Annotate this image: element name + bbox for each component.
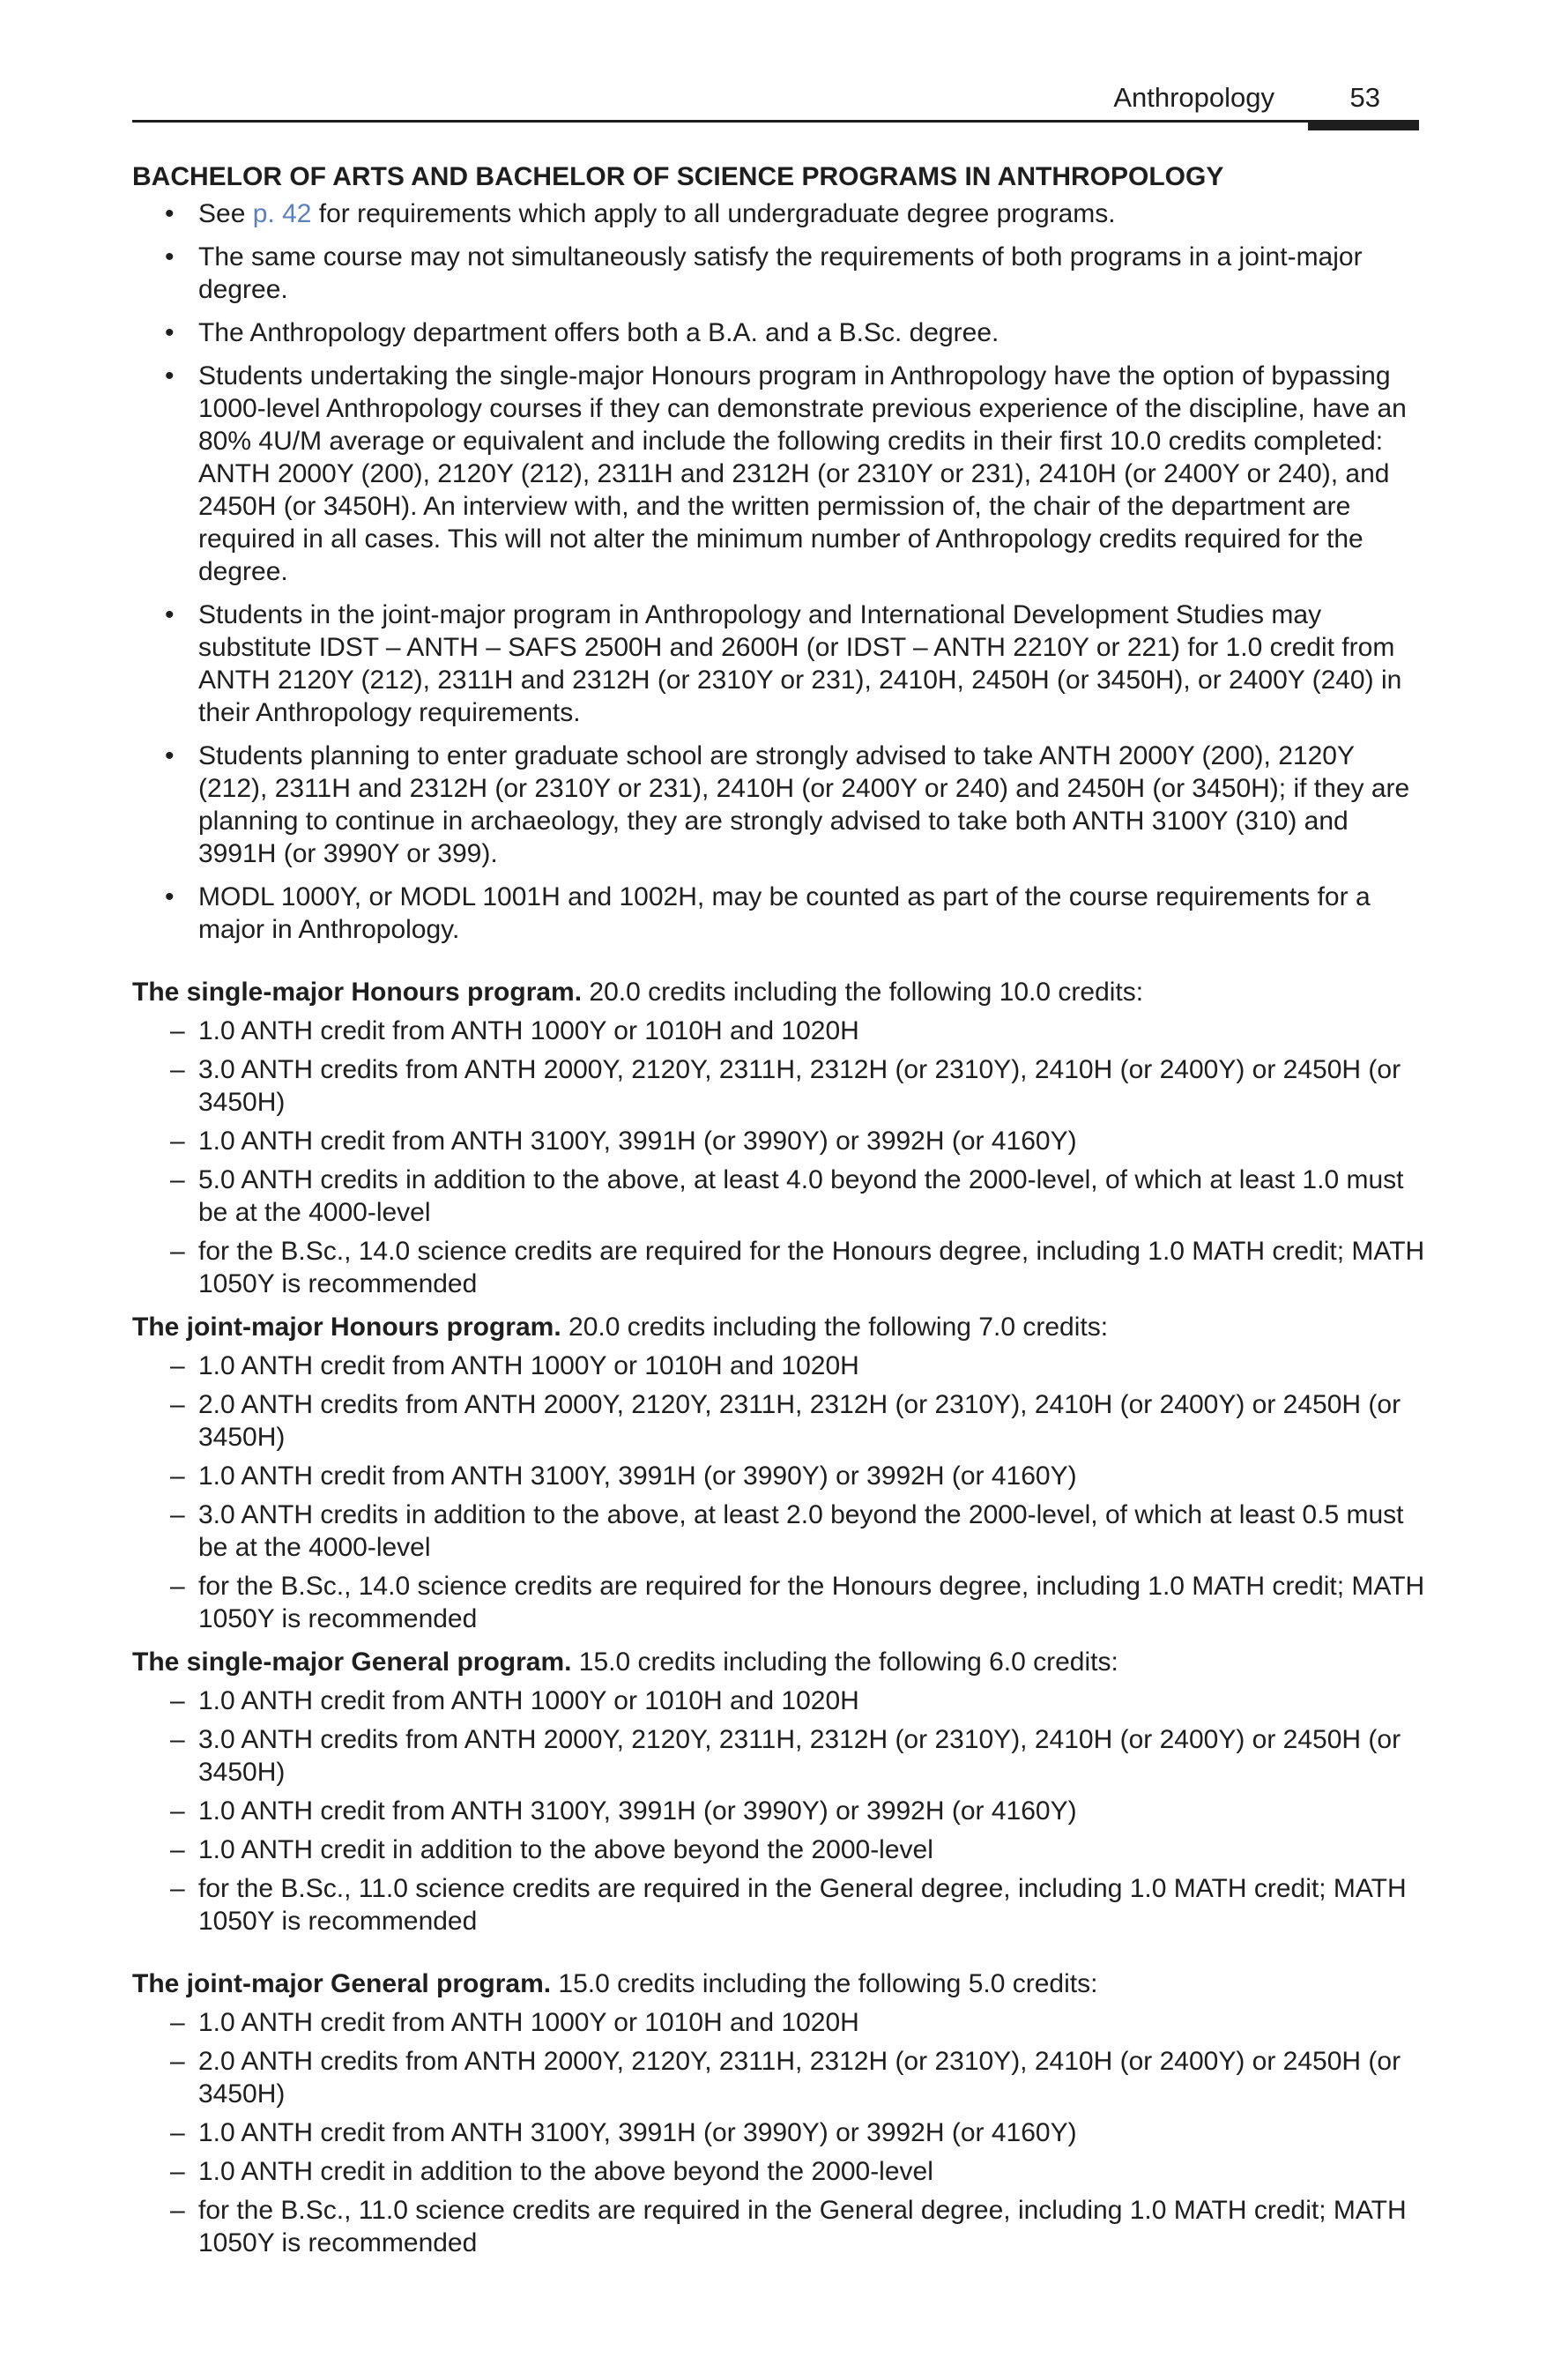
list-item-text: 1.0 ANTH credit from ANTH 3100Y, 3991H (or 3990Y) or 3992H (or 4160Y)	[198, 1127, 1077, 1156]
dash-mark: –	[170, 2008, 185, 2037]
general-requirements-list	[132, 197, 1428, 946]
program-title: The joint-major General program.	[132, 1969, 552, 1998]
list-item	[132, 1235, 1428, 1300]
list-item-text: 1.0 ANTH credit in addition to the above beyond the 2000-level	[198, 2157, 933, 2186]
list-item-text: for the B.Sc., 11.0 science credits are required in the General degree, including 1.0 MATH credit; MATH 1050Y is recommended	[198, 2196, 1407, 2257]
bullet-mark: •	[165, 882, 175, 911]
page-header	[132, 81, 1419, 134]
list-item-text: 1.0 ANTH credit from ANTH 1000Y or 1010H and 1020H	[198, 1351, 859, 1380]
list-item	[132, 2006, 1428, 2039]
list-item-text: for the B.Sc., 11.0 science credits are required in the General degree, including 1.0 MATH credit; MATH 1050Y is recommended	[198, 1874, 1407, 1936]
list-item	[132, 1388, 1428, 1454]
list-item	[132, 881, 1428, 946]
program-requirements-list	[132, 1015, 1428, 1300]
list-item-text: for the B.Sc., 14.0 science credits are required for the Honours degree, including 1.0 MATH credit; MATH 1050Y is recommended	[198, 1572, 1425, 1633]
list-item	[132, 1350, 1428, 1382]
list-item	[132, 360, 1428, 588]
program-heading	[132, 1967, 1428, 2000]
list-item	[132, 1460, 1428, 1492]
list-item	[132, 1872, 1428, 1937]
dash-mark: –	[170, 1390, 185, 1419]
list-item-text: Students in the joint-major program in Anthropology and International Development Studies may substitute IDST – ANTH – SAFS 2500H and 2600H (or IDST – ANTH 2210Y or 221) for 1.0 credit from ANTH 2120Y (212), 2311H and 2312H (or 2310Y or 231), 2410H, 2450H (or 3450H), or 2400Y (240) in their Anthropology requirements.	[198, 600, 1402, 727]
dash-mark: –	[170, 2118, 185, 2147]
list-item-text: for the B.Sc., 14.0 science credits are required for the Honours degree, including 1.0 MATH credit; MATH 1050Y is recommended	[198, 1237, 1425, 1298]
list-item	[132, 1570, 1428, 1635]
list-item-text: 3.0 ANTH credits in addition to the above, at least 2.0 beyond the 2000-level, of which at least 0.5 must be at the 4000-level	[198, 1500, 1404, 1562]
list-item	[132, 1015, 1428, 1047]
list-item-text: 1.0 ANTH credit from ANTH 1000Y or 1010H and 1020H	[198, 1016, 859, 1045]
list-item	[132, 1053, 1428, 1119]
dash-mark: –	[170, 1461, 185, 1491]
list-item	[132, 316, 1428, 349]
page-reference-link[interactable]: p. 42	[252, 199, 312, 228]
bullet-mark: •	[165, 242, 175, 271]
dash-mark: –	[170, 1725, 185, 1754]
page-number: 53	[1349, 82, 1380, 113]
header-rule	[132, 120, 1419, 123]
list-item	[132, 1723, 1428, 1789]
dash-mark: –	[170, 1572, 185, 1601]
dash-mark: –	[170, 1127, 185, 1156]
dash-mark: –	[170, 1016, 185, 1045]
list-item-text: Students planning to enter graduate school are strongly advised to take ANTH 2000Y (200), 2120Y (212), 2311H and 2312H (or 2310Y or 231), 2410H (or 2400Y or 240) and 2450H (or 3450H); if they are planning to continue in archaeology, they are strongly advised to take both ANTH 3100Y (310) and 3991H (or 3990Y or 399).	[198, 741, 1410, 868]
dash-mark: –	[170, 1237, 185, 1266]
bullet-mark: •	[165, 741, 175, 770]
program-heading	[132, 1311, 1428, 1343]
program-intro: 15.0 credits including the following 6.0 credits:	[571, 1647, 1118, 1677]
dash-mark: –	[170, 1835, 185, 1864]
list-item	[132, 1164, 1428, 1229]
dash-mark: –	[170, 1796, 185, 1826]
dash-mark: –	[170, 1055, 185, 1084]
page-content	[132, 160, 1428, 2265]
bullet-mark: •	[165, 199, 175, 228]
dash-mark: –	[170, 2047, 185, 2076]
program-intro: 15.0 credits including the following 5.0 credits:	[551, 1969, 1098, 1998]
list-item	[132, 1685, 1428, 1717]
list-item-text: 2.0 ANTH credits from ANTH 2000Y, 2120Y, 2311H, 2312H (or 2310Y), 2410H (or 2400Y) or 2450H (or 3450H)	[198, 2047, 1401, 2109]
list-item-text: 5.0 ANTH credits in addition to the above, at least 4.0 beyond the 2000-level, of which at least 1.0 must be at the 4000-level	[198, 1165, 1404, 1227]
list-item-text: 2.0 ANTH credits from ANTH 2000Y, 2120Y, 2311H, 2312H (or 2310Y), 2410H (or 2400Y) or 2450H (or 3450H)	[198, 1390, 1401, 1452]
list-item	[132, 1125, 1428, 1157]
running-head-title: Anthropology	[1113, 82, 1274, 113]
section-heading: BACHELOR OF ARTS AND BACHELOR OF SCIENCE PROGRAMS IN ANTHROPOLOGY	[132, 162, 1224, 191]
list-item-text: 3.0 ANTH credits from ANTH 2000Y, 2120Y, 2311H, 2312H (or 2310Y), 2410H (or 2400Y) or 2450H (or 3450H)	[198, 1725, 1401, 1787]
program-requirements-list	[132, 2006, 1428, 2259]
list-item-text: 1.0 ANTH credit from ANTH 1000Y or 1010H and 1020H	[198, 1686, 859, 1715]
list-item-text-prefix: See	[198, 199, 253, 228]
list-item-text: 1.0 ANTH credit from ANTH 3100Y, 3991H (or 3990Y) or 3992H (or 4160Y)	[198, 1461, 1077, 1491]
dash-mark: –	[170, 1351, 185, 1380]
list-item-text: MODL 1000Y, or MODL 1001H and 1002H, may be counted as part of the course requirements for a major in Anthropology.	[198, 882, 1371, 944]
list-item-text: 1.0 ANTH credit from ANTH 3100Y, 3991H (or 3990Y) or 3992H (or 4160Y)	[198, 2118, 1077, 2147]
program-intro: 20.0 credits including the following 10.0 credits:	[582, 978, 1144, 1007]
dash-mark: –	[170, 2157, 185, 2186]
dash-mark: –	[170, 1165, 185, 1194]
list-item-text: Students undertaking the single-major Honours program in Anthropology have the option of bypassing 1000-level Anthropology courses if they can demonstrate previous experience of the discipline, have an 80% 4U/M average or equivalent and include the following credits in their first 10.0 credits completed: ANTH 2000Y (200), 2120Y (212), 2311H and 2312H (or 2310Y or 231), 2410H (or 2400Y or 240), and 2450H (or 3450H). An interview with, and the written permission of, the chair of the department are required in all cases. This will not alter the minimum number of Anthropology credits required for the degree.	[198, 361, 1407, 586]
list-item	[132, 599, 1428, 729]
list-item-text: 1.0 ANTH credit in addition to the above beyond the 2000-level	[198, 1835, 933, 1864]
list-item	[132, 2155, 1428, 2188]
program-title: The single-major General program.	[132, 1647, 572, 1677]
list-item	[132, 2045, 1428, 2110]
program-requirements-list	[132, 1685, 1428, 1937]
header-page-tab	[1308, 120, 1419, 130]
list-item-text: The same course may not simultaneously satisfy the requirements of both programs in a joint-major degree.	[198, 242, 1363, 304]
program-intro: 20.0 credits including the following 7.0 credits:	[561, 1313, 1109, 1342]
program-requirements-list	[132, 1350, 1428, 1635]
list-item	[132, 197, 1428, 230]
list-item-text: 3.0 ANTH credits from ANTH 2000Y, 2120Y, 2311H, 2312H (or 2310Y), 2410H (or 2400Y) or 2450H (or 3450H)	[198, 1055, 1401, 1117]
list-item-text: 1.0 ANTH credit from ANTH 1000Y or 1010H and 1020H	[198, 2008, 859, 2037]
list-item	[132, 2194, 1428, 2259]
program-title: The joint-major Honours program.	[132, 1313, 561, 1342]
bullet-mark: •	[165, 318, 175, 347]
program-title: The single-major Honours program.	[132, 978, 583, 1007]
bullet-mark: •	[165, 361, 175, 390]
list-item-text: 1.0 ANTH credit from ANTH 3100Y, 3991H (or 3990Y) or 3992H (or 4160Y)	[198, 1796, 1077, 1826]
list-item	[132, 1795, 1428, 1827]
list-item-text: The Anthropology department offers both a B.A. and a B.Sc. degree.	[198, 318, 999, 347]
list-item	[132, 1499, 1428, 1564]
list-item	[132, 740, 1428, 870]
dash-mark: –	[170, 1500, 185, 1529]
list-item	[132, 2116, 1428, 2149]
dash-mark: –	[170, 2196, 185, 2225]
list-item	[132, 1833, 1428, 1866]
list-item	[132, 241, 1428, 306]
list-item-text-suffix: for requirements which apply to all undergraduate degree programs.	[311, 199, 1116, 228]
program-heading	[132, 1646, 1428, 1678]
program-heading	[132, 976, 1428, 1008]
dash-mark: –	[170, 1686, 185, 1715]
bullet-mark: •	[165, 600, 175, 629]
dash-mark: –	[170, 1874, 185, 1903]
